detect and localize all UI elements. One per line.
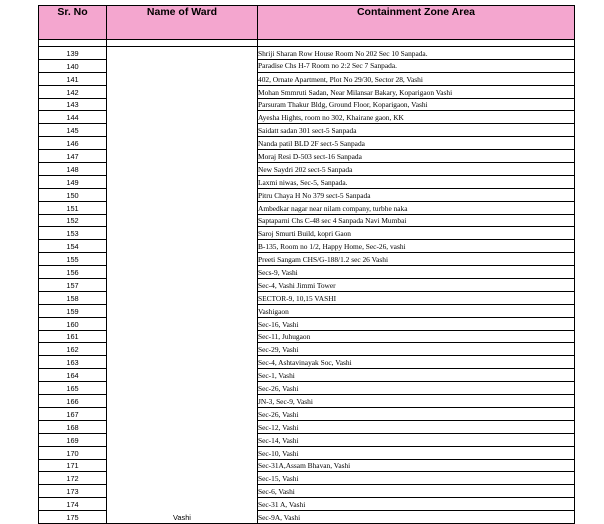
containment-area-cell: Sec-16, Vashi <box>258 317 575 330</box>
sr-no-cell: 154 <box>39 240 107 253</box>
containment-area-cell: Sec-26, Vashi <box>258 382 575 395</box>
containment-zone-table <box>38 5 575 524</box>
containment-area-cell: Sec-10, Vashi <box>258 446 575 459</box>
sr-no-cell: 151 <box>39 201 107 214</box>
containment-area-cell: New Saydri 202 sect-5 Sanpada <box>258 163 575 176</box>
sr-no-cell: 172 <box>39 472 107 485</box>
containment-area-cell: Sec-9A, Vashi <box>258 511 575 524</box>
containment-area-cell: Shriji Sharan Row House Room No 202 Sec 10 Sanpada. <box>258 47 575 60</box>
sr-no-cell: 171 <box>39 459 107 472</box>
sr-no-cell: 173 <box>39 485 107 498</box>
containment-area-cell: Laxmi niwas, Sec-5, Sanpada. <box>258 175 575 188</box>
header-sr-no: Sr. No <box>39 6 107 40</box>
sr-no-cell: 164 <box>39 369 107 382</box>
sr-no-cell: 139 <box>39 47 107 60</box>
containment-area-cell: Sec-29, Vashi <box>258 343 575 356</box>
sr-no-cell: 146 <box>39 137 107 150</box>
sr-no-cell: 141 <box>39 72 107 85</box>
containment-area-cell: Sec-26, Vashi <box>258 407 575 420</box>
containment-area-cell: Pitru Chaya H No 379 sect-5 Sanpada <box>258 188 575 201</box>
sr-no-cell: 158 <box>39 291 107 304</box>
containment-area-cell: Ambedkar nagar near nilam company, turbhe naka <box>258 201 575 214</box>
sr-no-cell: 160 <box>39 317 107 330</box>
sr-no-cell: 153 <box>39 227 107 240</box>
containment-area-cell: Mohan Smmruti Sadan, Near Milansar Bakary, Koparigaon Vashi <box>258 85 575 98</box>
sr-no-cell: 152 <box>39 214 107 227</box>
sr-no-cell: 156 <box>39 266 107 279</box>
containment-area-cell: B-135, Room no 1/2, Happy Home, Sec-26, vashi <box>258 240 575 253</box>
sr-no-cell: 170 <box>39 446 107 459</box>
containment-area-cell: Sec-12, Vashi <box>258 420 575 433</box>
ward-name-cell: Vashi <box>107 47 258 524</box>
sr-no-cell: 166 <box>39 395 107 408</box>
sr-no-cell: 175 <box>39 511 107 524</box>
containment-area-cell: Sec-6, Vashi <box>258 485 575 498</box>
containment-area-cell: Nanda patil BLD 2F sect-5 Sanpada <box>258 137 575 150</box>
containment-area-cell: Secs-9, Vashi <box>258 266 575 279</box>
sr-no-cell: 169 <box>39 433 107 446</box>
header-area: Containment Zone Area <box>258 6 575 40</box>
sr-no-cell: 167 <box>39 407 107 420</box>
containment-area-cell: JN-3, Sec-9, Vashi <box>258 395 575 408</box>
sr-no-cell: 174 <box>39 498 107 511</box>
header-spacer-row <box>39 40 575 47</box>
table-row <box>39 47 575 60</box>
containment-area-cell: Moraj Resi D-503 sect-16 Sanpada <box>258 150 575 163</box>
table-header-row <box>39 6 575 40</box>
sr-no-cell: 142 <box>39 85 107 98</box>
sr-no-cell: 157 <box>39 279 107 292</box>
containment-area-cell: Sec-31A,Assam Bhavan, Vashi <box>258 459 575 472</box>
containment-area-cell: Paradise Chs H-7 Room no 2:2 Sec 7 Sanpada. <box>258 59 575 72</box>
containment-area-cell: Sec-1, Vashi <box>258 369 575 382</box>
containment-area-cell: Vashigaon <box>258 304 575 317</box>
sr-no-cell: 165 <box>39 382 107 395</box>
containment-area-cell: Sec-4, Ashtavinayak Soc, Vashi <box>258 356 575 369</box>
sr-no-cell: 143 <box>39 98 107 111</box>
containment-area-cell: Saptaparni Chs C-48 sec 4 Sanpada Navi Mumbai <box>258 214 575 227</box>
header-ward: Name of Ward <box>107 6 258 40</box>
sr-no-cell: 140 <box>39 59 107 72</box>
sr-no-cell: 159 <box>39 304 107 317</box>
containment-area-cell: Saroj Smurti Build, kopri Gaon <box>258 227 575 240</box>
sr-no-cell: 168 <box>39 420 107 433</box>
containment-area-cell: SECTOR-9, 10,15 VASHI <box>258 291 575 304</box>
sr-no-cell: 147 <box>39 150 107 163</box>
sr-no-cell: 145 <box>39 124 107 137</box>
containment-area-cell: Sec-4, Vashi Jimmi Tower <box>258 279 575 292</box>
containment-area-cell: Preeti Sangam CHS/G-188/1.2 sec 26 Vashi <box>258 253 575 266</box>
containment-zone-table-wrap <box>38 5 574 524</box>
containment-area-cell: Sec-31 A, Vashi <box>258 498 575 511</box>
containment-area-cell: 402, Ornate Apartment, Plot No 29/30, Sector 28, Vashi <box>258 72 575 85</box>
sr-no-cell: 161 <box>39 330 107 343</box>
containment-area-cell: Sec-15, Vashi <box>258 472 575 485</box>
sr-no-cell: 155 <box>39 253 107 266</box>
sr-no-cell: 148 <box>39 163 107 176</box>
sr-no-cell: 150 <box>39 188 107 201</box>
containment-area-cell: Parsuram Thakur Bldg, Ground Floor, Koparigaon, Vashi <box>258 98 575 111</box>
sr-no-cell: 144 <box>39 111 107 124</box>
containment-area-cell: Ayesha Hights, room no 302, Khairane gaon, KK <box>258 111 575 124</box>
sr-no-cell: 149 <box>39 175 107 188</box>
sr-no-cell: 163 <box>39 356 107 369</box>
containment-area-cell: Sec-14, Vashi <box>258 433 575 446</box>
containment-area-cell: Sec-11, Juhugaon <box>258 330 575 343</box>
containment-area-cell: Saidatt sadan 301 sect-5 Sanpada <box>258 124 575 137</box>
sr-no-cell: 162 <box>39 343 107 356</box>
